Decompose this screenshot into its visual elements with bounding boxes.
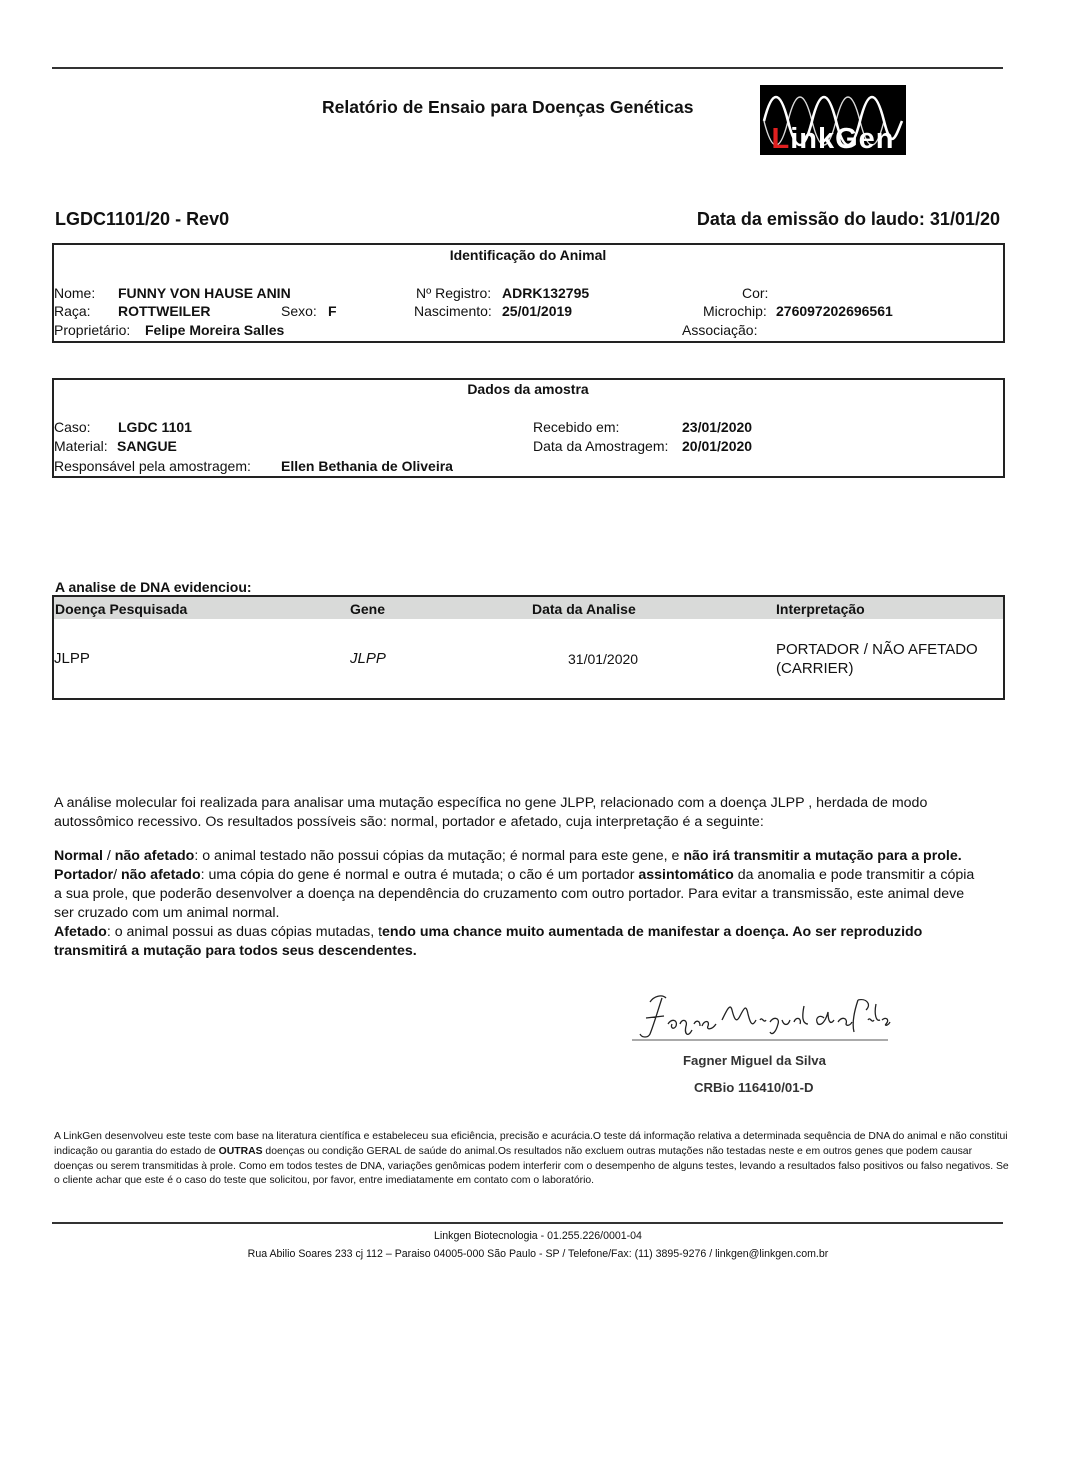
- explanation-intro: A análise molecular foi realizada para analisar uma mutação específica no gene JLPP, relacionado com a doença JLPP , herdada de modo autossômico recessivo. Os resultados possíveis são: normal, portador e afetado, cuja interpretação é a seguinte:: [54, 795, 928, 830]
- microchip-label: Microchip:: [703, 303, 767, 319]
- sex-label: Sexo:: [281, 303, 317, 319]
- report-id: LGDC1101/20 - Rev0: [55, 209, 230, 229]
- birth-label: Nascimento:: [414, 303, 492, 319]
- carrier-definition: Portador/ não afetado: uma cópia do gene é normal e outra é mutada; o cão é um portador assintomático da anomalia e pode transmitir a cópia a sua prole, que poderão desenvolver a doença na dependência do cruzamento com outro portador. Para evitar a transmissão, este animal deve ser cruzado com um animal normal.: [54, 867, 975, 921]
- birth-value: 25/01/2019: [502, 303, 573, 319]
- handwritten-signature: [632, 990, 892, 1042]
- breed-label: Raça:: [54, 303, 91, 319]
- responsible-label: Responsável pela amostragem:: [54, 458, 251, 474]
- linkgen-logo: [760, 85, 906, 155]
- column-header-interpretation: Interpretação: [776, 601, 865, 617]
- material-value: SANGUE: [117, 438, 177, 454]
- signature-icon: [632, 990, 892, 1042]
- responsible-value: Ellen Bethania de Oliveira: [281, 458, 453, 474]
- top-divider: [52, 67, 1003, 69]
- results-heading: A analise de DNA evidenciou:: [55, 579, 252, 595]
- explanation-text: [54, 794, 984, 961]
- column-header-disease: Doença Pesquisada: [55, 601, 188, 617]
- received-value: 23/01/2020: [682, 419, 753, 435]
- material-label: Material:: [54, 438, 108, 454]
- footer-address: Rua Abilio Soares 233 cj 112 – Paraiso 04005-000 São Paulo - SP / Telefone/Fax: (11) 3895-9276 / linkgen@linkgen.com.br: [247, 1248, 829, 1260]
- affected-definition: Afetado: o animal possui as duas cópias mutadas, tendo uma chance muito aumentada de manifestar a doença. Ao ser reproduzido transmitirá a mutação para todos seus descendentes.: [54, 924, 923, 959]
- name-label: Nome:: [54, 285, 96, 301]
- result-date: 31/01/2020: [568, 651, 639, 667]
- received-label: Recebido em:: [533, 419, 620, 435]
- issue-date: Data da emissão do laudo: 31/01/20: [696, 209, 1000, 229]
- result-gene: JLPP: [350, 650, 386, 667]
- sex-value: F: [328, 303, 337, 319]
- footer-divider: [52, 1222, 1003, 1224]
- result-interpretation-line2: (CARRIER): [776, 660, 854, 677]
- signer-registration: CRBio 116410/01-D: [694, 1080, 814, 1095]
- registry-number: ADRK132795: [502, 285, 590, 301]
- footer-company: Linkgen Biotecnologia - 01.255.226/0001-04: [434, 1230, 642, 1242]
- owner-value: Felipe Moreira Salles: [145, 322, 285, 338]
- column-header-date: Data da Analise: [532, 601, 636, 617]
- result-disease: JLPP: [54, 650, 90, 667]
- page-title: Relatório de Ensaio para Doenças Genéticas: [322, 97, 694, 117]
- breed-value: ROTTWEILER: [118, 303, 211, 319]
- color-label: Cor:: [742, 285, 769, 301]
- result-interpretation-line1: PORTADOR / NÃO AFETADO: [776, 641, 978, 658]
- registry-label: Nº Registro:: [416, 285, 492, 301]
- sampling-date-value: 20/01/2020: [682, 438, 753, 454]
- normal-definition: Normal / não afetado: o animal testado não possui cópias da mutação; é normal para este gene, e não irá transmitir a mutação para a prole.: [54, 848, 962, 864]
- case-label: Caso:: [54, 419, 91, 435]
- disclaimer-text: A LinkGen desenvolveu este teste com base na literatura científica e estabeleceu sua eficiência, precisão e acurácia.O teste dá informação relativa a determinada sequência de DNA do animal e não constitui indicação ou garantia do estado de OUTRAS doenças ou condição GERAL de saúde do animal.Os resultados não excluem outras mutações não testadas neste e em outros genes que podem causar doenças ou serem transmitidas à prole. Como em todos testes de DNA, variações genômicas podem interferir com o desempenho de alguns testes, levando a resultados falso positivos ou falso negativos. Se o cliente achar que este é o caso do teste que solicitou, por favor, entre imediatamente em contato com o laboratório.: [54, 1131, 1009, 1187]
- association-label: Associação:: [682, 322, 758, 338]
- owner-label: Proprietário:: [54, 322, 131, 338]
- logo-text: LinkGen: [771, 123, 895, 155]
- signer-name: Fagner Miguel da Silva: [683, 1053, 826, 1068]
- microchip-value: 276097202696561: [776, 303, 893, 319]
- column-header-gene: Gene: [350, 601, 386, 617]
- animal-name: FUNNY VON HAUSE ANIN: [118, 285, 291, 301]
- case-value: LGDC 1101: [118, 419, 192, 435]
- sample-section-title: Dados da amostra: [467, 381, 589, 397]
- sampling-date-label: Data da Amostragem:: [533, 438, 669, 454]
- animal-section-title: Identificação do Animal: [449, 247, 607, 263]
